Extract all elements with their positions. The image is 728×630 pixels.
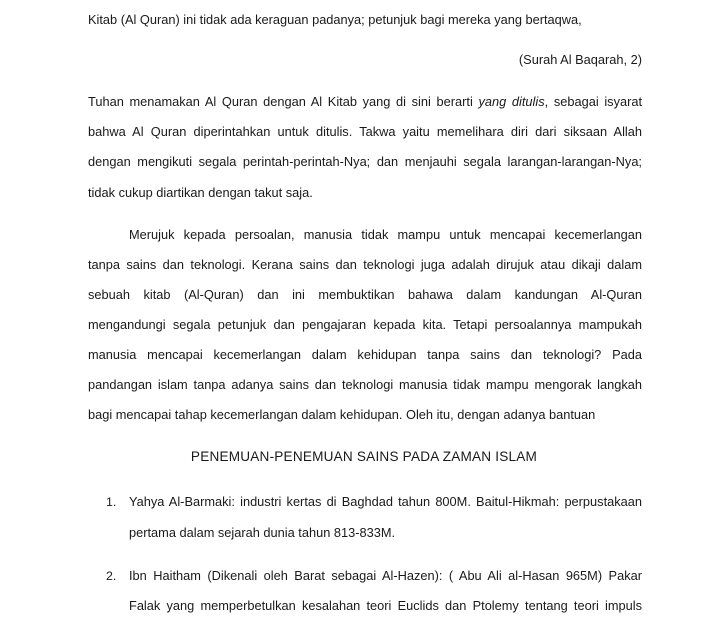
list-item-2-line-2: Falak yang memperbetulkan kesalahan teori Euclids dan Ptolemy tentang teori impuls	[129, 598, 642, 613]
list-item-2-line-3-clipped	[129, 623, 642, 630]
section-heading: PENEMUAN-PENEMUAN SAINS PADA ZAMAN ISLAM	[190, 449, 538, 464]
para2-line-4: mengandungi segala petunjuk dan pengajaran kepada kita. Tetapi persoalannya mampukah	[88, 317, 642, 332]
list-item-2-number: 2.	[106, 569, 117, 583]
para2-line-7: bagi mencapai tahap kecemerlangan dalam kehidupan. Oleh itu, dengan adanya bantuan	[88, 407, 596, 422]
para2-line-6: pandangan islam tanpa adanya sains dan teknologi manusia tidak mampu mengorak langkah	[88, 377, 642, 392]
list-item-1-line-1: Yahya Al-Barmaki: industri kertas di Baghdad tahun 800M. Baitul-Hikmah: perpustakaan	[129, 494, 642, 509]
para1-line-1-pre: Tuhan menamakan Al Quran dengan Al Kitab yang di sini berarti	[88, 94, 473, 109]
para2-line-5: manusia mencapai kecemerlangan dalam kehidupan tanpa sains dan teknologi? Pada	[88, 347, 642, 362]
para1-line-1	[88, 94, 642, 109]
verse-citation: (Surah Al Baqarah, 2)	[518, 52, 642, 67]
para1-line-3: dengan mengikuti segala perintah-perintah-Nya; dan menjauhi segala larangan-larangan-Nya;	[88, 154, 642, 169]
para2-line-1: Merujuk kepada persoalan, manusia tidak mampu untuk mencapai kecemerlangan	[129, 227, 642, 242]
list-item-2-line-1: Ibn Haitham (Dikenali oleh Barat sebagai Al-Hazen): ( Abu Ali al-Hasan 965M) Pakar	[129, 568, 642, 583]
para1-line-2: bahwa Al Quran diperintahkan untuk ditulis. Takwa yaitu memelihara diri dari siksaan Allah	[88, 124, 642, 139]
para1-line-1-post: , sebagai isyarat	[544, 94, 643, 109]
para1-line-1-emphasis: yang ditulis	[478, 94, 545, 109]
para2-line-3: sebuah kitab (Al-Quran) dan ini membuktikan bahawa dalam kandungan Al-Quran	[88, 287, 642, 302]
list-item-1-line-2: pertama dalam sejarah dunia tahun 813-833M.	[129, 525, 396, 540]
para2-line-2: tanpa sains dan teknologi. Kerana sains dan teknologi juga adalah dirujuk atau dikaji dalam	[88, 257, 642, 272]
para1-line-4: tidak cukup diartikan dengan takut saja.	[88, 185, 313, 200]
list-item-1-number: 1.	[106, 495, 117, 509]
verse-text: Kitab (Al Quran) ini tidak ada keraguan padanya; petunjuk bagi mereka yang bertaqwa,	[88, 12, 582, 27]
